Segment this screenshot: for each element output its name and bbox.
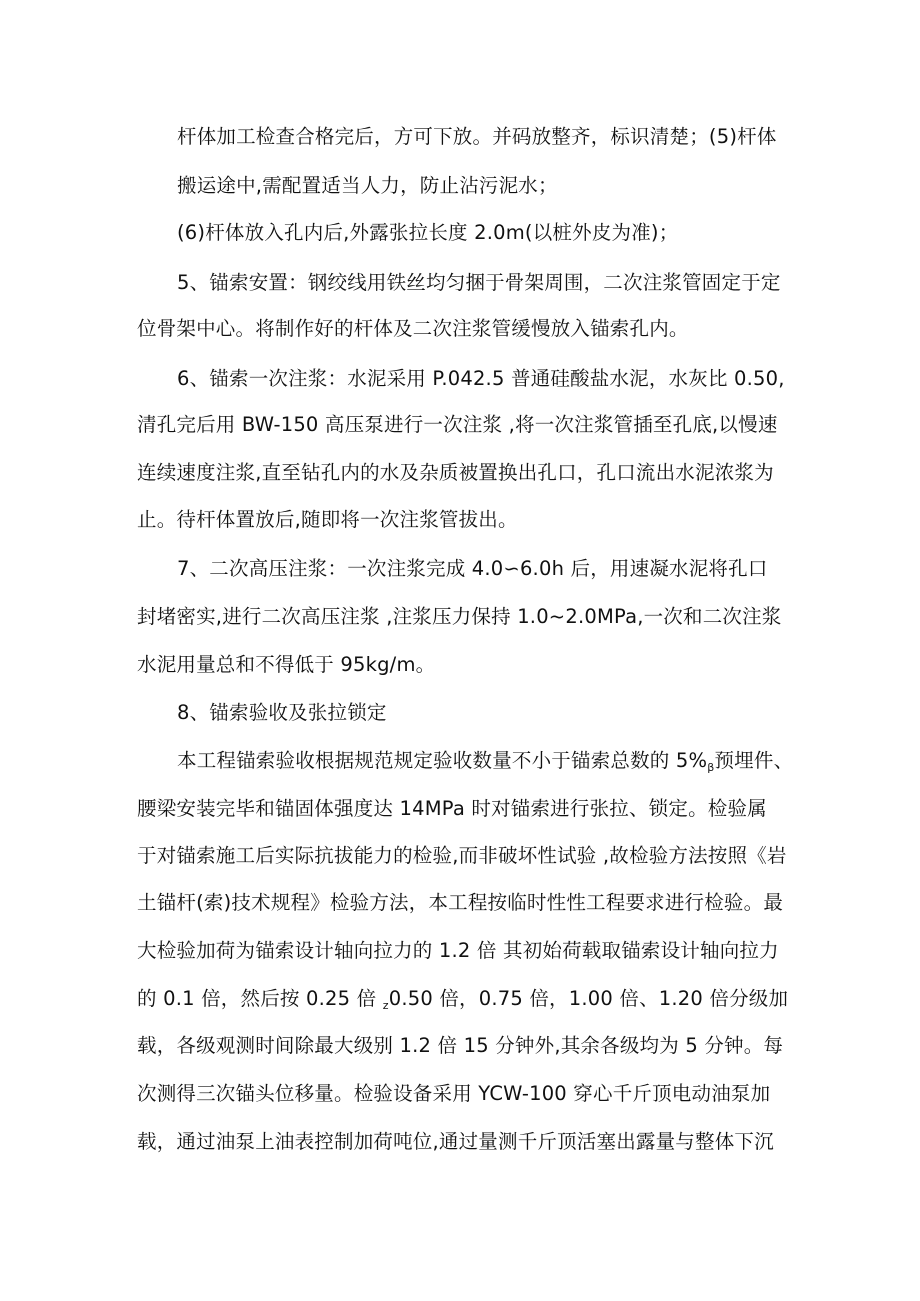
text-line: 腰梁安装完毕和锚固体强度达 14MPa 时对锚索进行张拉、锁定。检验属: [137, 797, 767, 820]
text-line: 止。待杆体置放后,随即将一次注浆管拔出。: [137, 508, 518, 531]
text-line: (6)杆体放入孔内后,外露张拉长度 2.0m(以桩外皮为准)；: [177, 221, 679, 244]
text-line: 封堵密实,进行二次高压注浆 ,注浆压力保持 1.0~2.0MPa,一次和二次注浆: [137, 605, 782, 628]
text-line: 土锚杆(索)技术规程》检验方法，本工程按临时性性工程要求进行检验。最: [137, 891, 784, 914]
text-line: 大检验加荷为锚索设计轴向拉力的 1.2 倍 其初始荷载取锚索设计轴向拉力: [137, 939, 779, 962]
text-line: 载，通过油泵上油表控制加荷吨位,通过量测千斤顶活塞出露量与整体下沉: [137, 1130, 774, 1153]
text-segment: 预埋件、: [714, 749, 794, 772]
text-line: 水泥用量总和不得低于 95kg/m。: [137, 653, 436, 676]
text-line: 清孔完后用 BW-150 高压泵进行一次注浆 ,将一次注浆管插至孔底,以慢速: [137, 413, 778, 436]
text-line: 位骨架中心。将制作好的杆体及二次注浆管缓慢放入锚索孔内。: [137, 317, 689, 340]
text-line: 杆体加工检查合格完后，方可下放。并码放整齐，标识清楚；(5)杆体: [177, 125, 777, 148]
text-segment: 0.50 倍，0.75 倍，1.00 倍、1.20 倍分级加: [388, 987, 789, 1010]
text-line: 连续速度注浆,直至钻孔内的水及杂质被置换出孔口，孔口流出水泥浓浆为: [137, 461, 774, 484]
text-line: [0, 748, 920, 781]
section-heading: 8、锚索验收及张拉锁定: [177, 701, 387, 724]
text-line: 次测得三次锚头位移量。检验设备采用 YCW-100 穿心千斤顶电动油泵加: [137, 1082, 771, 1105]
text-segment: 本工程锚索验收根据规范规定验收数量不小于锚索总数的 5%: [177, 749, 708, 772]
text-line: 搬运途中,需配置适当人力，防止沾污泥水；: [177, 174, 558, 197]
text-segment: 的 0.1 倍，然后按 0.25 倍: [137, 987, 383, 1010]
subscript-mark: z: [382, 999, 389, 1012]
text-line: 5、锚索安置：钢绞线用铁丝均匀捆于骨架周围，二次注浆管固定于定: [177, 271, 781, 294]
text-line: 6、锚索一次注浆：水泥采用 P.042.5 普通硅酸盐水泥，水灰比 0.50,: [177, 367, 785, 390]
subscript-mark: β: [707, 761, 715, 774]
text-line: 于对锚索施工后实际抗拔能力的检验,而非破坏性试验 ,故检验方法按照《岩: [137, 844, 787, 867]
text-line: [0, 986, 920, 1019]
text-line: 载，各级观测时间除最大级别 1.2 倍 15 分钟外,其余各级均为 5 分钟。每: [137, 1034, 784, 1057]
text-line: 7、二次高压注浆：一次注浆完成 4.0∽6.0h 后，用速凝水泥将孔口: [177, 557, 768, 580]
